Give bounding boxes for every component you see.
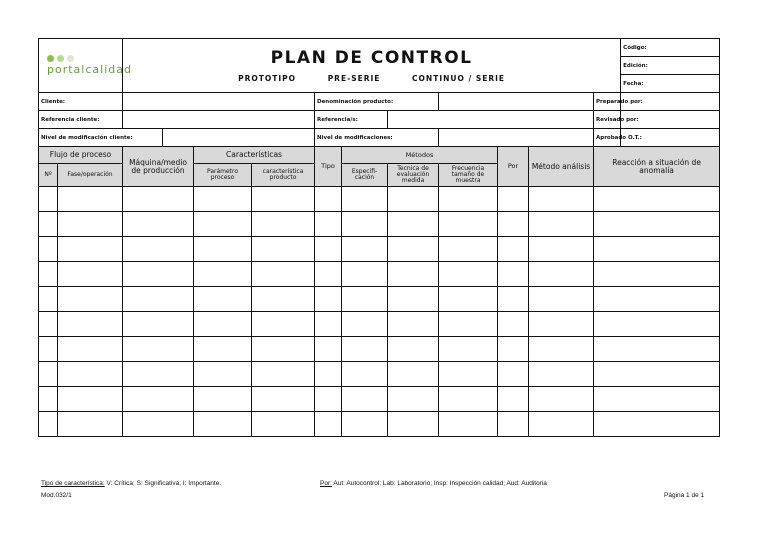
cell-reaccion[interactable] <box>594 387 720 412</box>
cell-no[interactable] <box>39 287 58 312</box>
cell-metodo-analisis[interactable] <box>529 187 594 212</box>
por-legend-label: Por: <box>320 480 332 487</box>
referencias-label: Referencia/s: <box>315 111 388 129</box>
cell-fase[interactable] <box>58 212 123 237</box>
col-fase: Fase/operación <box>58 164 123 187</box>
col-frecuencia: Frecuencia tamaño de muestra <box>439 164 498 187</box>
cell-por[interactable] <box>498 237 529 262</box>
cell-maquina[interactable] <box>123 362 194 387</box>
cell-tipo[interactable] <box>315 412 342 437</box>
cell-frecuencia[interactable] <box>439 312 498 337</box>
cell-especificacion[interactable] <box>342 362 388 387</box>
cell-especificacion[interactable] <box>342 187 388 212</box>
cell-frecuencia[interactable] <box>439 287 498 312</box>
col-caract-producto: característica producto <box>252 164 315 187</box>
cliente-label: Cliente: <box>39 93 123 111</box>
preparado-label: Preparado por: <box>594 93 621 111</box>
referencia-cliente-value[interactable] <box>123 111 315 129</box>
legend <box>41 480 547 487</box>
control-plan-sheet <box>38 38 719 437</box>
cell-especificacion[interactable] <box>342 387 388 412</box>
cliente-value[interactable] <box>123 93 315 111</box>
cell-reaccion[interactable] <box>594 212 720 237</box>
nivel-mod-cliente-value[interactable] <box>163 129 315 147</box>
cell-fase[interactable] <box>58 312 123 337</box>
cell-no[interactable] <box>39 337 58 362</box>
col-metodo-analisis: Método análisis <box>529 147 594 187</box>
data-rows <box>39 187 720 437</box>
cell-caract-producto[interactable] <box>252 212 315 237</box>
cell-tipo[interactable] <box>315 312 342 337</box>
cell-frecuencia[interactable] <box>439 262 498 287</box>
cell-metodo-analisis[interactable] <box>529 387 594 412</box>
cell-tipo[interactable] <box>315 287 342 312</box>
cell-caract-producto[interactable] <box>252 412 315 437</box>
cell-metodo-analisis[interactable] <box>529 312 594 337</box>
cell-frecuencia[interactable] <box>439 187 498 212</box>
table-row <box>39 337 720 362</box>
fecha-field[interactable]: Fecha: <box>621 75 720 93</box>
cell-maquina[interactable] <box>123 237 194 262</box>
referencia-cliente-label: Referencia cliente: <box>39 111 123 129</box>
control-plan-table <box>38 38 720 437</box>
form-code: Mod.032/1 <box>41 492 72 499</box>
cell-frecuencia[interactable] <box>439 362 498 387</box>
col-no: Nº <box>39 164 58 187</box>
cell-metodo-analisis[interactable] <box>529 212 594 237</box>
table-row <box>39 187 720 212</box>
col-caracteristicas: Características <box>194 147 315 164</box>
cell-caract-producto[interactable] <box>252 237 315 262</box>
cell-especificacion[interactable] <box>342 312 388 337</box>
stage-continuo-serie[interactable]: CONTINUO / SERIE <box>412 74 506 83</box>
cell-fase[interactable] <box>58 337 123 362</box>
col-reaccion: Reacción a situación de anomalía <box>594 147 720 187</box>
cell-maquina[interactable] <box>123 287 194 312</box>
table-row <box>39 262 720 287</box>
cell-por[interactable] <box>498 362 529 387</box>
table-row <box>39 212 720 237</box>
title-cell <box>123 39 621 93</box>
cell-tipo[interactable] <box>315 387 342 412</box>
cell-tipo[interactable] <box>315 237 342 262</box>
cell-por[interactable] <box>498 187 529 212</box>
cell-fase[interactable] <box>58 237 123 262</box>
cell-tecnica[interactable] <box>388 287 439 312</box>
cell-tecnica[interactable] <box>388 362 439 387</box>
table-row <box>39 237 720 262</box>
edicion-field[interactable]: Edición: <box>621 57 720 75</box>
logo-text: portalcalidad <box>47 63 132 76</box>
col-flujo: Flujo de proceso <box>39 147 123 164</box>
cell-reaccion[interactable] <box>594 237 720 262</box>
nivel-mod-cliente-label: Nivel de modificación cliente: <box>39 129 163 147</box>
cell-fase[interactable] <box>58 412 123 437</box>
cell-tecnica[interactable] <box>388 312 439 337</box>
document-title: PLAN DE CONTROL <box>270 48 473 68</box>
cell-fase[interactable] <box>58 287 123 312</box>
cell-caract-producto[interactable] <box>252 387 315 412</box>
col-metodos: Métodos <box>342 147 498 164</box>
cell-no[interactable] <box>39 212 58 237</box>
cell-reaccion[interactable] <box>594 362 720 387</box>
cell-por[interactable] <box>498 212 529 237</box>
aprobado-label: Aprobado O.T.: <box>594 129 621 147</box>
col-tipo: Tipo <box>315 147 342 187</box>
denominacion-value[interactable] <box>439 93 594 111</box>
col-maquina: Máquina/medio de producción <box>123 147 194 187</box>
cell-maquina[interactable] <box>123 312 194 337</box>
cell-no[interactable] <box>39 262 58 287</box>
cell-no[interactable] <box>39 312 58 337</box>
cell-tecnica[interactable] <box>388 387 439 412</box>
table-row <box>39 362 720 387</box>
cell-especificacion[interactable] <box>342 212 388 237</box>
cell-reaccion[interactable] <box>594 337 720 362</box>
cell-caract-producto[interactable] <box>252 312 315 337</box>
page-number: Página 1 de 1 <box>664 492 705 499</box>
cell-especificacion[interactable] <box>342 237 388 262</box>
cell-no[interactable] <box>39 362 58 387</box>
referencias-value[interactable] <box>388 111 594 129</box>
cell-maquina[interactable] <box>123 187 194 212</box>
logo-dot <box>67 55 74 62</box>
cell-tipo[interactable] <box>315 262 342 287</box>
cell-maquina[interactable] <box>123 262 194 287</box>
logo-dot <box>47 55 54 62</box>
denominacion-label: Denominación producto: <box>315 93 439 111</box>
codigo-field[interactable]: Código: <box>621 39 720 57</box>
cell-especificacion[interactable] <box>342 337 388 362</box>
stage-options <box>125 74 618 83</box>
por-legend-text: Aut: Autocontrol; Lab: Laboratorio; Insp: Inspección calidad; Aud: Auditoria <box>331 480 547 487</box>
cell-tecnica[interactable] <box>388 337 439 362</box>
cell-especificacion[interactable] <box>342 287 388 312</box>
cell-tipo[interactable] <box>315 187 342 212</box>
cell-reaccion[interactable] <box>594 187 720 212</box>
cell-tipo[interactable] <box>315 362 342 387</box>
col-por: Por <box>498 147 529 187</box>
cell-reaccion[interactable] <box>594 287 720 312</box>
table-row <box>39 412 720 437</box>
stage-prototipo[interactable]: PROTOTIPO <box>238 74 297 83</box>
cell-fase[interactable] <box>58 262 123 287</box>
cell-metodo-analisis[interactable] <box>529 262 594 287</box>
cell-tecnica[interactable] <box>388 237 439 262</box>
cell-metodo-analisis[interactable] <box>529 362 594 387</box>
cell-parametro[interactable] <box>194 387 252 412</box>
cell-no[interactable] <box>39 412 58 437</box>
cell-fase[interactable] <box>58 387 123 412</box>
cell-por[interactable] <box>498 412 529 437</box>
logo <box>39 39 132 93</box>
table-row <box>39 287 720 312</box>
col-parametro: Parámetro proceso <box>194 164 252 187</box>
cell-tecnica[interactable] <box>388 212 439 237</box>
col-especificacion: Especifi-cación <box>342 164 388 187</box>
cell-parametro[interactable] <box>194 262 252 287</box>
cell-tipo[interactable] <box>315 337 342 362</box>
cell-maquina[interactable] <box>123 337 194 362</box>
stage-pre-serie[interactable]: PRE-SERIE <box>327 74 381 83</box>
cell-fase[interactable] <box>58 362 123 387</box>
cell-caract-producto[interactable] <box>252 187 315 212</box>
cell-reaccion[interactable] <box>594 262 720 287</box>
revisado-label: Revisado por: <box>594 111 621 129</box>
cell-frecuencia[interactable] <box>439 412 498 437</box>
logo-dots <box>47 55 120 62</box>
col-tecnica: Tecnica de evaluación medida <box>388 164 439 187</box>
logo-dot <box>57 55 64 62</box>
table-row <box>39 387 720 412</box>
cell-por[interactable] <box>498 312 529 337</box>
cell-caract-producto[interactable] <box>252 362 315 387</box>
cell-no[interactable] <box>39 187 58 212</box>
cell-por[interactable] <box>498 387 529 412</box>
cell-frecuencia[interactable] <box>439 237 498 262</box>
cell-tecnica[interactable] <box>388 187 439 212</box>
tipo-legend-text: V: Crítica; S: Significativa; I: Importante. <box>104 480 222 487</box>
cell-reaccion[interactable] <box>594 312 720 337</box>
cell-tecnica[interactable] <box>388 412 439 437</box>
cell-metodo-analisis[interactable] <box>529 337 594 362</box>
cell-maquina[interactable] <box>123 412 194 437</box>
cell-parametro[interactable] <box>194 312 252 337</box>
cell-parametro[interactable] <box>194 187 252 212</box>
cell-frecuencia[interactable] <box>439 212 498 237</box>
cell-fase[interactable] <box>58 187 123 212</box>
cell-maquina[interactable] <box>123 212 194 237</box>
cell-parametro[interactable] <box>194 337 252 362</box>
cell-no[interactable] <box>39 237 58 262</box>
cell-parametro[interactable] <box>194 287 252 312</box>
nivel-mod-label: Nivel de modificaciones: <box>315 129 439 147</box>
cell-parametro[interactable] <box>194 362 252 387</box>
cell-frecuencia[interactable] <box>439 387 498 412</box>
cell-por[interactable] <box>498 287 529 312</box>
cell-parametro[interactable] <box>194 212 252 237</box>
cell-por[interactable] <box>498 262 529 287</box>
cell-metodo-analisis[interactable] <box>529 412 594 437</box>
cell-tecnica[interactable] <box>388 262 439 287</box>
cell-caract-producto[interactable] <box>252 287 315 312</box>
cell-frecuencia[interactable] <box>439 337 498 362</box>
cell-caract-producto[interactable] <box>252 262 315 287</box>
cell-caract-producto[interactable] <box>252 337 315 362</box>
cell-por[interactable] <box>498 337 529 362</box>
cell-no[interactable] <box>39 387 58 412</box>
table-row <box>39 312 720 337</box>
cell-maquina[interactable] <box>123 387 194 412</box>
cell-reaccion[interactable] <box>594 412 720 437</box>
cell-especificacion[interactable] <box>342 262 388 287</box>
cell-metodo-analisis[interactable] <box>529 237 594 262</box>
cell-parametro[interactable] <box>194 412 252 437</box>
nivel-mod-value[interactable] <box>439 129 594 147</box>
cell-especificacion[interactable] <box>342 412 388 437</box>
cell-tipo[interactable] <box>315 212 342 237</box>
cell-parametro[interactable] <box>194 237 252 262</box>
cell-metodo-analisis[interactable] <box>529 287 594 312</box>
tipo-legend-label: Tipo de característica: <box>41 480 105 487</box>
